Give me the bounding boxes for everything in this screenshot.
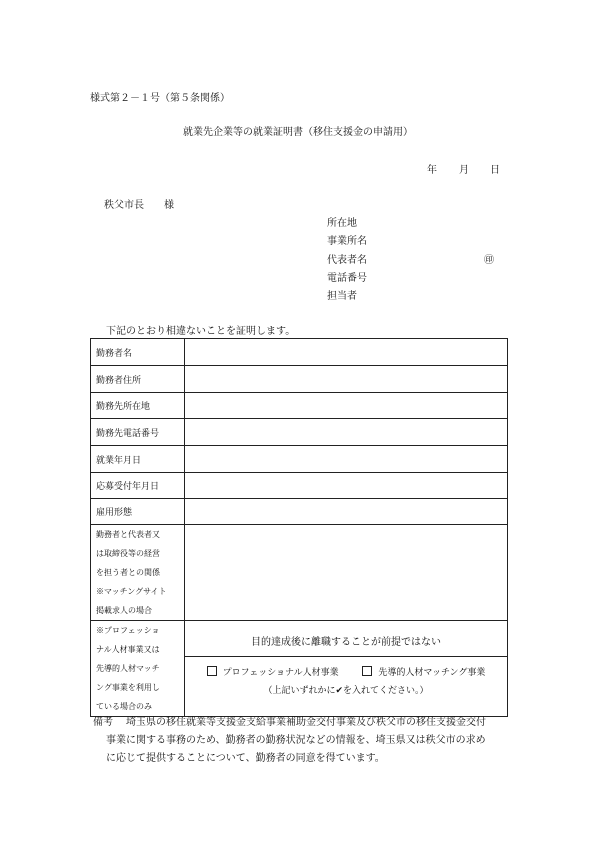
- table-row: [91, 473, 508, 499]
- field-worker-address[interactable]: [185, 366, 508, 393]
- table-row: [91, 419, 508, 446]
- intro-text: 下記のとおり相違ないことを証明します。: [106, 326, 296, 337]
- professional-statement: 目的達成後に離職することが前提ではない: [185, 625, 507, 657]
- issuer-address-label: 所在地: [327, 218, 357, 229]
- label-workplace-phone: 勤務先電話番号: [91, 419, 185, 446]
- label-worker-address: 勤務者住所: [91, 366, 185, 393]
- remarks-label: 備考: [93, 717, 113, 728]
- addressee: 秩父市長 様: [104, 200, 174, 211]
- table-row: [91, 499, 508, 525]
- table-row: [91, 393, 508, 419]
- issuer-representative-label: 代表者名: [327, 255, 367, 266]
- document-title: 就業先企業等の就業証明書（移住支援金の申請用）: [183, 127, 413, 138]
- field-workplace-location[interactable]: [185, 393, 508, 419]
- field-employment-type[interactable]: [185, 499, 508, 525]
- remarks-line-2: 事業に関する事務のため、勤務者の勤務状況などの情報を、埼玉県又は秩父市の求め: [106, 735, 486, 746]
- issuer-person-in-charge-label: 担当者: [327, 291, 357, 302]
- field-application-date[interactable]: [185, 473, 508, 499]
- field-relationship[interactable]: [185, 525, 508, 621]
- form-number: 様式第２－１号（第５条関係）: [90, 93, 230, 104]
- program-options: [185, 657, 507, 712]
- field-workplace-phone[interactable]: [185, 419, 508, 446]
- date-year: 年: [427, 165, 437, 176]
- professional-program-cell: [185, 621, 508, 717]
- issuer-phone-label: 電話番号: [327, 273, 367, 284]
- certificate-table: [90, 338, 508, 717]
- seal-mark: ㊞: [484, 255, 494, 266]
- date-month: 月: [459, 165, 469, 176]
- label-application-date: 応募受付年月日: [91, 473, 185, 499]
- option-matching-label: 先導的人材マッチング事業: [378, 668, 486, 678]
- label-employment-date: 就業年月日: [91, 446, 185, 473]
- label-workplace-location: 勤務先所在地: [91, 393, 185, 419]
- field-worker-name[interactable]: [185, 339, 508, 366]
- checkbox-matching[interactable]: [362, 666, 372, 676]
- table-row: [91, 621, 508, 717]
- date-day: 日: [490, 165, 500, 176]
- check-instruction: （上記いずれかに✔を入れてください。）: [263, 686, 429, 696]
- remarks-line-1: 埼玉県の移住就業等支援金支給事業補助金交付事業及び秩父市の移住支援金交付: [126, 717, 486, 728]
- table-row: [91, 339, 508, 366]
- table-row: [91, 525, 508, 621]
- table-row: [91, 446, 508, 473]
- remarks-line-3: に応じて提供することについて、勤務者の同意を得ています。: [106, 753, 385, 764]
- field-employment-date[interactable]: [185, 446, 508, 473]
- option-professional-label: プロフェッショナル人材事業: [222, 668, 339, 678]
- label-professional-program: ※プロフェッショ ナル人材事業又は 先導的人材マッチ ング事業を利用し ている場合のみ: [91, 621, 185, 717]
- issuer-office-label: 事業所名: [327, 236, 367, 247]
- label-worker-name: 勤務者名: [91, 339, 185, 366]
- checkbox-professional[interactable]: [207, 666, 217, 676]
- table-row: [91, 366, 508, 393]
- label-relationship: 勤務者と代表者又 は取締役等の経営 を担う者との関係 ※マッチングサイト 掲載求人の場合: [91, 525, 185, 621]
- label-employment-type: 雇用形態: [91, 499, 185, 525]
